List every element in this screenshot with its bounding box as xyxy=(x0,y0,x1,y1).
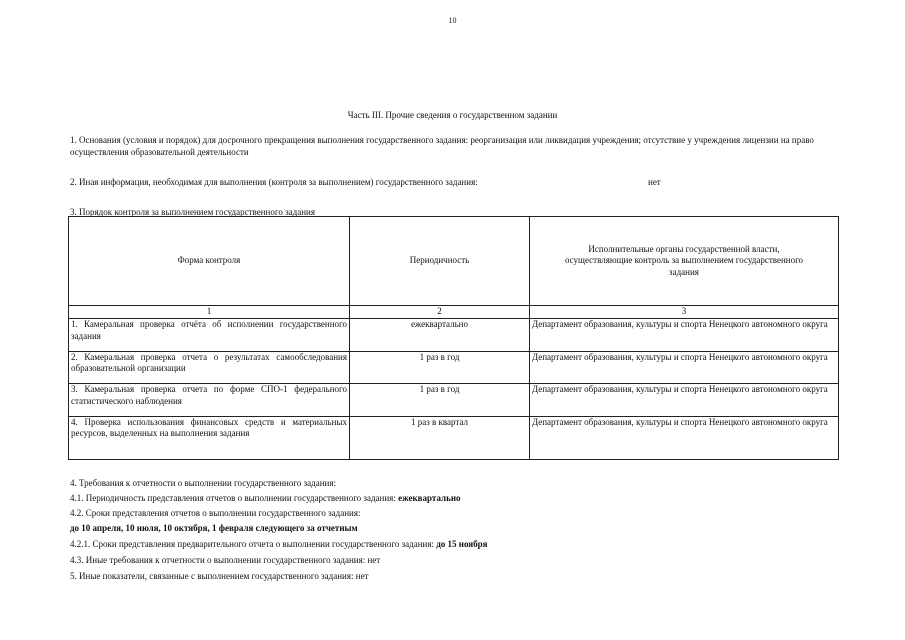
section-4-2-1-label: 4.2.1. Сроки представления предварительного отчета о выполнении государственного задания: xyxy=(70,539,434,549)
authority-cell: Департамент образования, культуры и спорта Ненецкого автономного округа xyxy=(530,384,839,417)
column-header-authority: Исполнительные органы государственной власти, осуществляющие контроль за выполнением государственного задания xyxy=(530,217,839,306)
table-row xyxy=(69,351,839,384)
authority-cell: Департамент образования, культуры и спорта Ненецкого автономного округа xyxy=(530,351,839,384)
table-header-row xyxy=(69,217,839,306)
authority-cell: Департамент образования, культуры и спорта Ненецкого автономного округа xyxy=(530,416,839,459)
section-4-2-deadlines: до 10 апреля, 10 июля, 10 октября, 1 февраля следующего за отчетным xyxy=(70,523,358,533)
section-2-value: нет xyxy=(648,177,661,187)
periodicity-cell: 1 раз в квартал xyxy=(350,416,530,459)
section-4-title: 4. Требования к отчетности о выполнении государственного задания: xyxy=(70,478,336,488)
authority-cell: Департамент образования, культуры и спорта Ненецкого автономного округа xyxy=(530,319,839,352)
section-4-2-label: 4.2. Сроки представления отчетов о выполнении государственного задания: xyxy=(70,508,361,518)
control-form-cell: 4. Проверка использования финансовых средств и материальных ресурсов, выделенных на выполнения задания xyxy=(69,416,350,459)
section-4-1-label: 4.1. Периодичность представления отчетов о выполнении государственного задания: xyxy=(70,493,396,503)
control-form-cell: 1. Камеральная проверка отчёта об исполнении государственного задания xyxy=(69,319,350,352)
table-row xyxy=(69,416,839,459)
column-number: 3 xyxy=(530,306,839,319)
section-4-1 xyxy=(70,493,461,505)
section-4-2-1-value: до 15 ноября xyxy=(436,539,488,549)
section-4-2-1 xyxy=(70,539,488,551)
periodicity-cell: ежеквартально xyxy=(350,319,530,352)
section-5: 5. Иные показатели, связанные с выполнением государственного задания: нет xyxy=(70,571,369,581)
control-form-cell: 3. Камеральная проверка отчета по форме СПО-1 федерального статистического наблюдения xyxy=(69,384,350,417)
table-row xyxy=(69,384,839,417)
control-form-cell: 2. Камеральная проверка отчета о результатах самообследования образовательной организации xyxy=(69,351,350,384)
column-header-periodicity: Периодичность xyxy=(350,217,530,306)
periodicity-cell: 1 раз в год xyxy=(350,351,530,384)
section-4-3: 4.3. Иные требования к отчетности о выполнении государственного задания: нет xyxy=(70,555,381,565)
section-4-1-value: ежеквартально xyxy=(398,493,461,503)
column-header-form: Форма контроля xyxy=(69,217,350,306)
table-row xyxy=(69,319,839,352)
column-number-row xyxy=(69,306,839,319)
column-number: 2 xyxy=(350,306,530,319)
section-2-other-info: 2. Иная информация, необходимая для выполнения (контроля за выполнением) государственного задания: xyxy=(70,177,478,187)
column-number: 1 xyxy=(69,306,350,319)
part-title: Часть III. Прочие сведения о государственном задании xyxy=(347,110,558,120)
control-table xyxy=(68,216,839,460)
periodicity-cell: 1 раз в год xyxy=(350,384,530,417)
page-number: 10 xyxy=(448,16,457,25)
section-3-heading: 3. Порядок контроля за выполнением государственного задания xyxy=(70,207,315,217)
section-1-early-termination: 1. Основания (условия и порядок) для досрочного прекращения выполнения государственного задания: реорганизация или ликвидация учреждения; отсутствие у учреждения лицензии на право осуществления образовательной деятельности xyxy=(70,135,814,157)
